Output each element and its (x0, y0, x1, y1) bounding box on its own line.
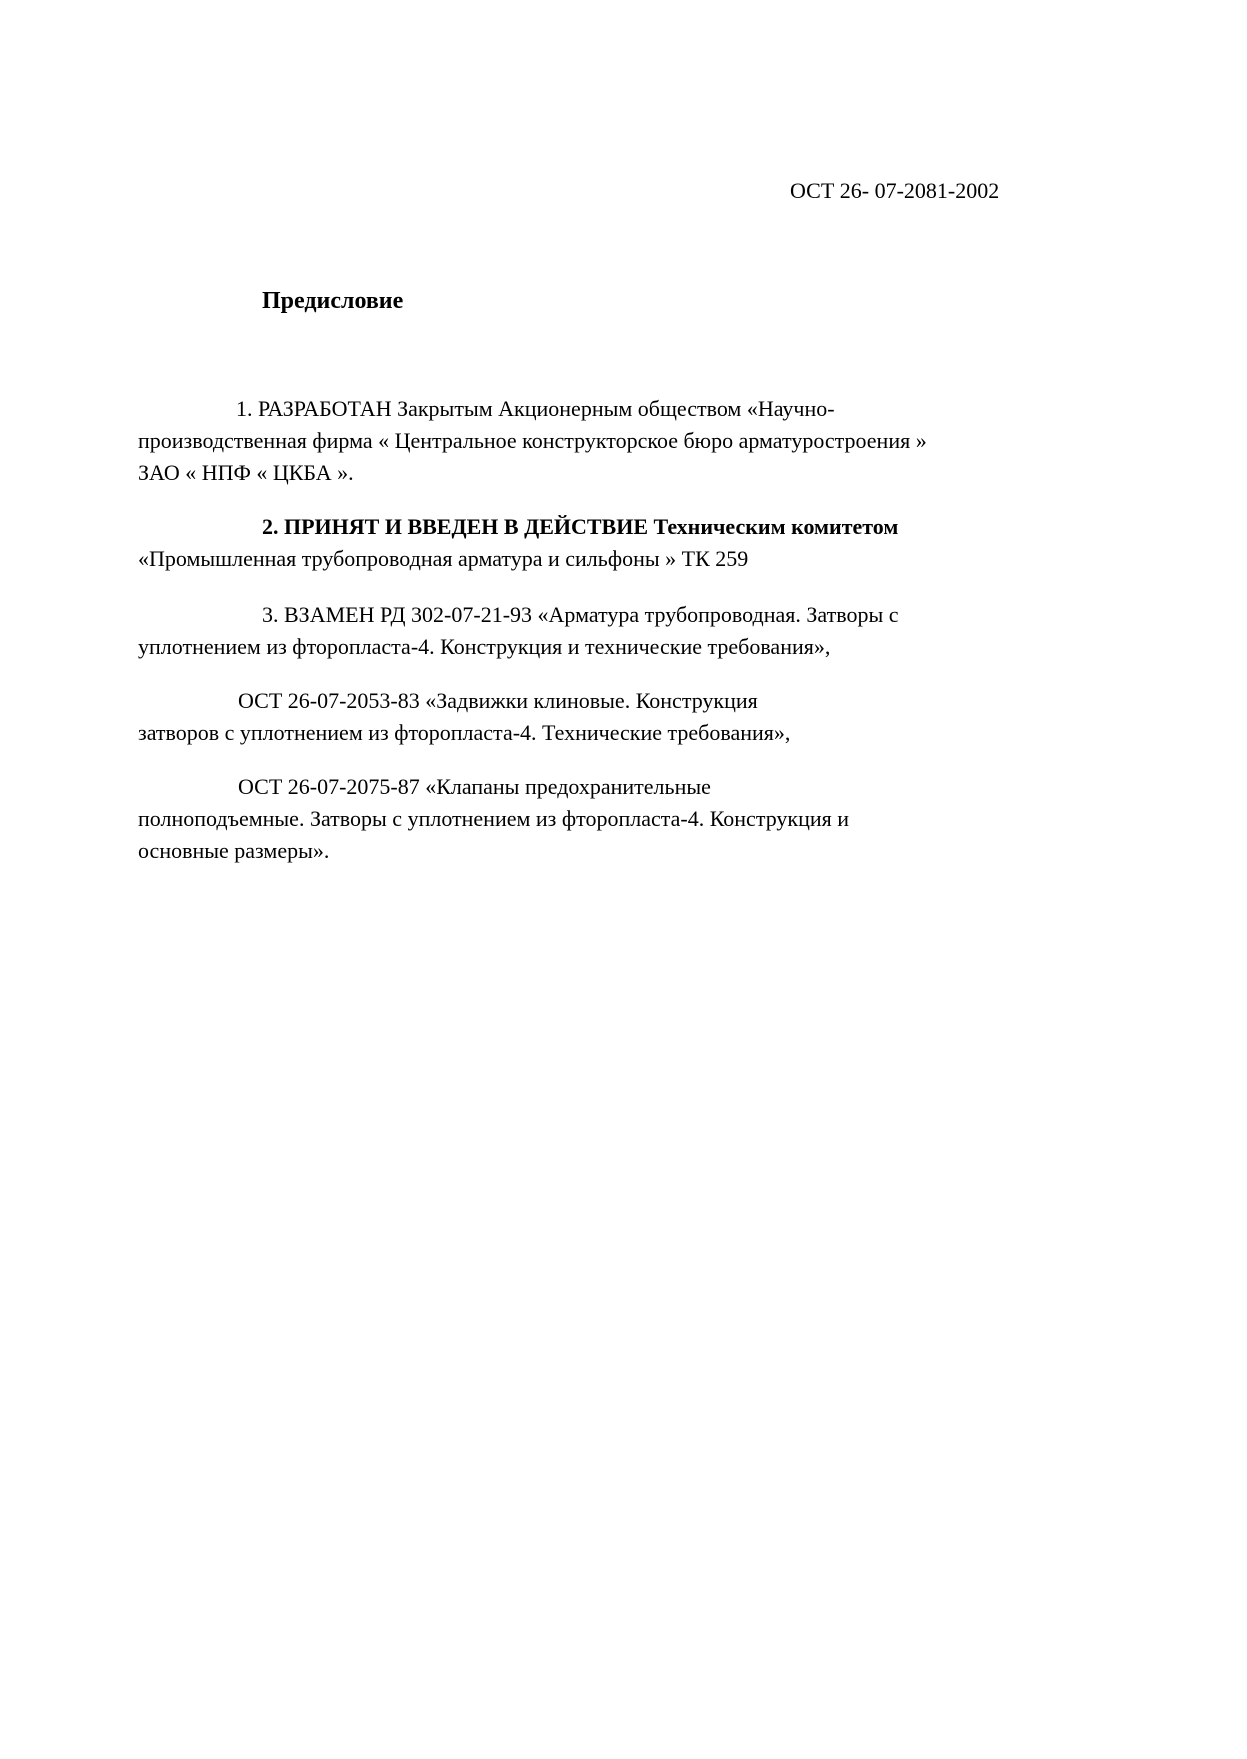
page-title: Предисловие (262, 288, 404, 314)
item-1-line-2: производственная фирма « Центральное конструкторское бюро арматуростроения » (138, 428, 927, 453)
item-4-line-2: затворов с уплотнением из фторопласта-4. Технические требования», (138, 720, 791, 745)
item-2-line-1: 2. ПРИНЯТ И ВВЕДЕН В ДЕЙСТВИЕ Техническим комитетом (262, 514, 899, 539)
item-1-line-1: 1. РАЗРАБОТАН Закрытым Акционерным обществом «Научно- (236, 396, 835, 421)
item-5-line-2: полноподъемные. Затворы с уплотнением из фторопласта-4. Конструкция и (138, 806, 850, 831)
document-code: ОСТ 26- 07-2081-2002 (790, 178, 1000, 203)
item-5-line-1: ОСТ 26-07-2075-87 «Клапаны предохранительные (238, 774, 711, 799)
item-2-line-2: «Промышленная трубопроводная арматура и сильфоны » ТК 259 (138, 546, 749, 571)
item-3-line-1: 3. ВЗАМЕН РД 302-07-21-93 «Арматура трубопроводная. Затворы с (262, 602, 899, 627)
item-4-line-1: ОСТ 26-07-2053-83 «Задвижки клиновые. Конструкция (238, 688, 758, 713)
item-5-line-3: основные размеры». (138, 838, 330, 863)
item-3-line-2: уплотнением из фторопласта-4. Конструкция и технические требования», (138, 634, 831, 659)
item-1-line-3: ЗАО « НПФ « ЦКБА ». (138, 460, 354, 485)
